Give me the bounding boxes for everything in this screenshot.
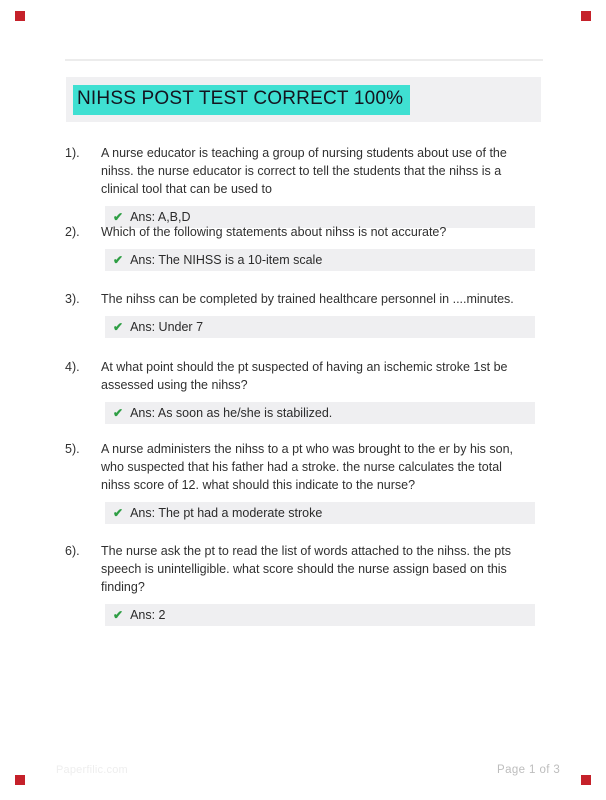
answer-bar xyxy=(105,316,535,338)
answer-text: Ans: The NIHSS is a 10-item scale xyxy=(130,253,323,267)
check-icon: ✔ xyxy=(113,210,124,224)
question-block-3 xyxy=(65,290,537,338)
question-text: A nurse educator is teaching a group of nursing students about use of the nihss. the nurse educator is correct to tell the students that the nihss is a clinical tool that can be used to xyxy=(101,146,507,196)
answer-text: Ans: The pt had a moderate stroke xyxy=(130,506,323,520)
question-number: 5). xyxy=(65,442,80,456)
title-banner xyxy=(66,77,541,122)
question-text: At what point should the pt suspected of having an ischemic stroke 1st be assessed using the nihss? xyxy=(101,360,508,392)
answer-bar xyxy=(105,249,535,271)
page-indicator: Page 1 of 3 xyxy=(497,764,561,776)
question-number: 3). xyxy=(65,292,80,306)
answer-text: Ans: Under 7 xyxy=(130,320,204,334)
answer-bar xyxy=(105,502,535,524)
check-icon: ✔ xyxy=(113,406,124,420)
corner-marker-top-right xyxy=(581,11,591,21)
question-text: The nihss can be completed by trained healthcare personnel in ....minutes. xyxy=(101,292,514,306)
header-divider xyxy=(65,59,543,61)
question-number: 4). xyxy=(65,360,80,374)
answer-bar xyxy=(105,402,535,424)
check-icon: ✔ xyxy=(113,506,124,520)
check-icon: ✔ xyxy=(113,253,124,267)
question-block-5 xyxy=(65,440,537,524)
question-number: 1). xyxy=(65,146,80,160)
question-text: The nurse ask the pt to read the list of words attached to the nihss. the pts speech is unintelligible. what score should the nurse assign based on this finding? xyxy=(101,544,511,594)
question-block-1 xyxy=(65,144,537,228)
answer-text: Ans: As soon as he/she is stabilized. xyxy=(130,406,333,420)
question-block-4 xyxy=(65,358,537,424)
question-block-6 xyxy=(65,542,537,626)
corner-marker-bottom-right xyxy=(581,775,591,785)
answer-text: Ans: A,B,D xyxy=(130,210,191,224)
check-icon: ✔ xyxy=(113,608,124,622)
answer-text: Ans: 2 xyxy=(130,608,166,622)
corner-marker-top-left xyxy=(15,11,25,21)
page-title: NIHSS POST TEST CORRECT 100% xyxy=(73,85,410,115)
watermark: Paperfilic.com xyxy=(56,764,128,776)
question-text: Which of the following statements about nihss is not accurate? xyxy=(101,225,447,239)
check-icon: ✔ xyxy=(113,320,124,334)
question-number: 6). xyxy=(65,544,80,558)
question-text: A nurse administers the nihss to a pt who was brought to the er by his son, who suspected that his father had a stroke. the nurse calculates the total nihss score of 12. what should this indicate to the nurse? xyxy=(101,442,514,492)
answer-bar xyxy=(105,604,535,626)
corner-marker-bottom-left xyxy=(15,775,25,785)
question-number: 2). xyxy=(65,225,80,239)
question-block-2 xyxy=(65,223,537,271)
